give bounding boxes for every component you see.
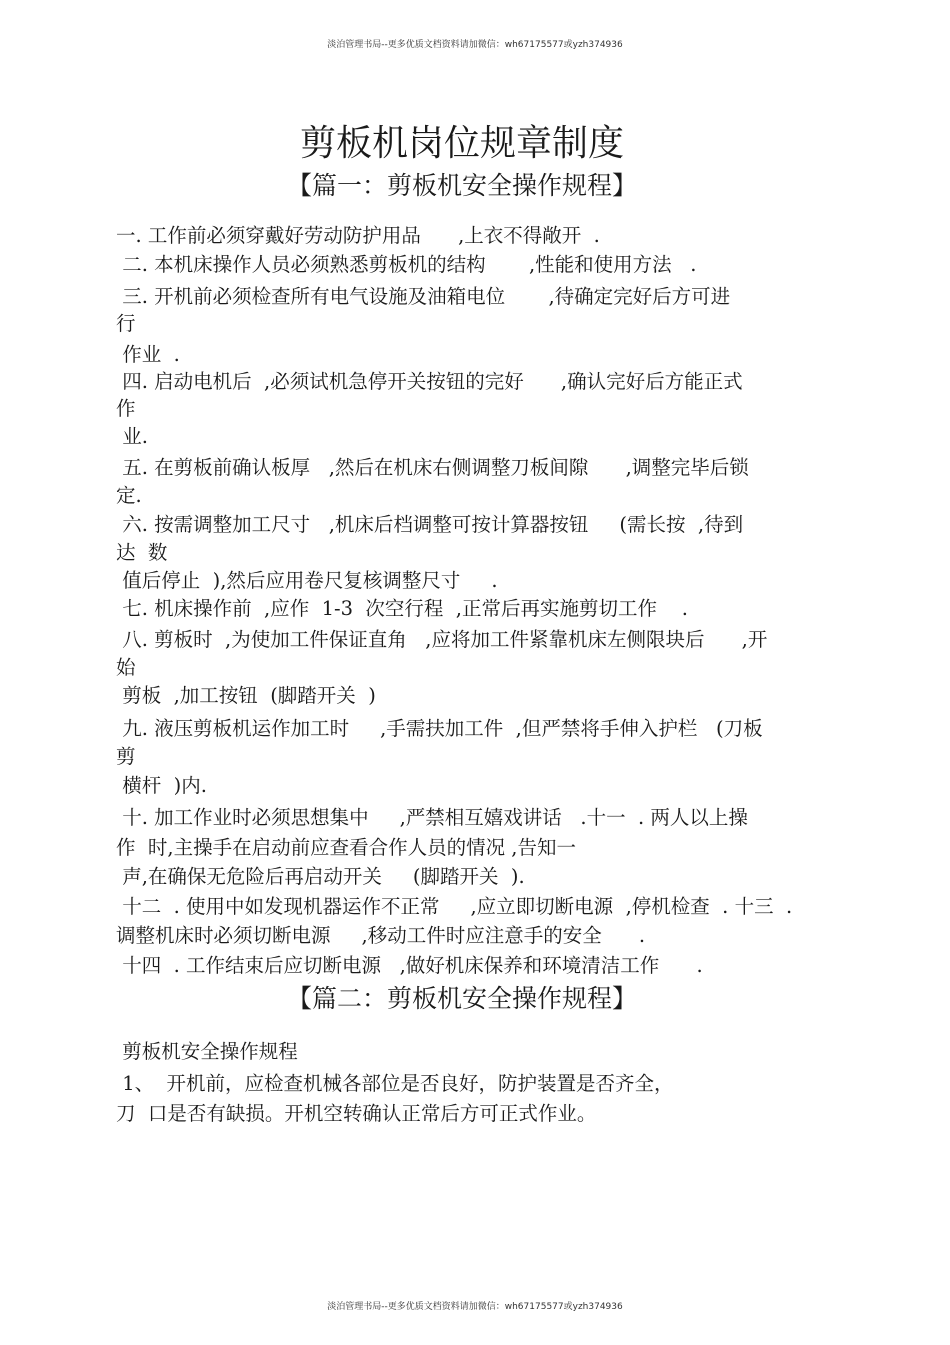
section1-line-24: 十二 . 使用中如发现机器运作不正常 ,应立即切断电源 ,停机检查 . 十三 . — [116, 895, 793, 918]
section1-line-4: 行 — [116, 312, 136, 335]
section1-line-2: 二. 本机床操作人员必须熟悉剪板机的结构 ,性能和使用方法 . — [116, 253, 697, 276]
section2-heading: 【篇二：剪板机安全操作规程】 — [286, 984, 637, 1013]
section1-line-7: 作 — [116, 397, 136, 420]
section1-line-23: 声,在确保无危险后再启动开关 (脚踏开关 ). — [116, 865, 525, 888]
section2-line-2: 1、 开机前，应检查机械各部位是否良好，防护装置是否齐全， — [116, 1072, 674, 1095]
section1-line-19: 剪 — [116, 745, 136, 768]
section1-line-5: 作业 . — [116, 343, 180, 366]
section1-line-14: 七. 机床操作前 ,应作 1-3 次空行程 ,正常后再实施剪切工作 . — [116, 597, 688, 620]
section1-line-11: 六. 按需调整加工尺寸 ,机床后档调整可按计算器按钮 (需长按 ,待到 — [116, 513, 744, 536]
section1-line-21: 十. 加工作业时必须思想集中 ,严禁相互嬉戏讲话 .十一 . 两人以上操 — [116, 806, 748, 829]
section1-line-16: 始 — [116, 656, 136, 679]
section1-line-18: 九. 液压剪板机运作加工时 ,手需扶加工件 ,但严禁将手伸入护栏 (刀板 — [116, 717, 763, 740]
page-footer-note: 淡泊管理书局--更多优质文档资料请加微信：wh67175577或yzh374936 — [327, 1302, 623, 1312]
page-header-note: 淡泊管理书局--更多优质文档资料请加微信：wh67175577或yzh374936 — [327, 40, 623, 50]
section1-line-1: 一. 工作前必须穿戴好劳动防护用品 ,上衣不得敞开 . — [116, 224, 600, 247]
section1-heading: 【篇一：剪板机安全操作规程】 — [286, 171, 637, 200]
section1-line-9: 五. 在剪板前确认板厚 ,然后在机床右侧调整刀板间隙 ,调整完毕后锁 — [116, 456, 749, 479]
section1-line-12: 达 数 — [116, 541, 168, 564]
section1-line-17: 剪板 ,加工按钮 (脚踏开关 ) — [116, 684, 376, 707]
section1-line-8: 业. — [116, 425, 148, 448]
section1-line-6: 四. 启动电机后 ,必须试机急停开关按钮的完好 ,确认完好后方能正式 — [116, 370, 743, 393]
section1-line-26: 十四 . 工作结束后应切断电源 ,做好机床保养和环境清洁工作 . — [116, 954, 703, 977]
section1-line-10: 定. — [116, 484, 142, 507]
section1-line-22: 作 时,主操手在启动前应查看合作人员的情况 ,告知一 — [116, 836, 576, 859]
section1-line-3: 三. 开机前必须检查所有电气设施及油箱电位 ,待确定完好后方可进 — [116, 285, 731, 308]
section2-line-3: 刀 口是否有缺损。开机空转确认正常后方可正式作业。 — [116, 1102, 597, 1125]
section1-line-13: 值后停止 ),然后应用卷尺复核调整尺寸 . — [116, 569, 498, 592]
section1-line-15: 八. 剪板时 ,为使加工件保证直角 ,应将加工件紧靠机床左侧限块后 ,开 — [116, 628, 768, 651]
document-title: 剪板机岗位规章制度 — [299, 123, 624, 164]
section1-line-20: 横杆 )内. — [116, 774, 207, 797]
section1-line-25: 调整机床时必须切断电源 ,移动工件时应注意手的安全 . — [116, 924, 646, 947]
section2-line-1: 剪板机安全操作规程 — [116, 1040, 298, 1063]
